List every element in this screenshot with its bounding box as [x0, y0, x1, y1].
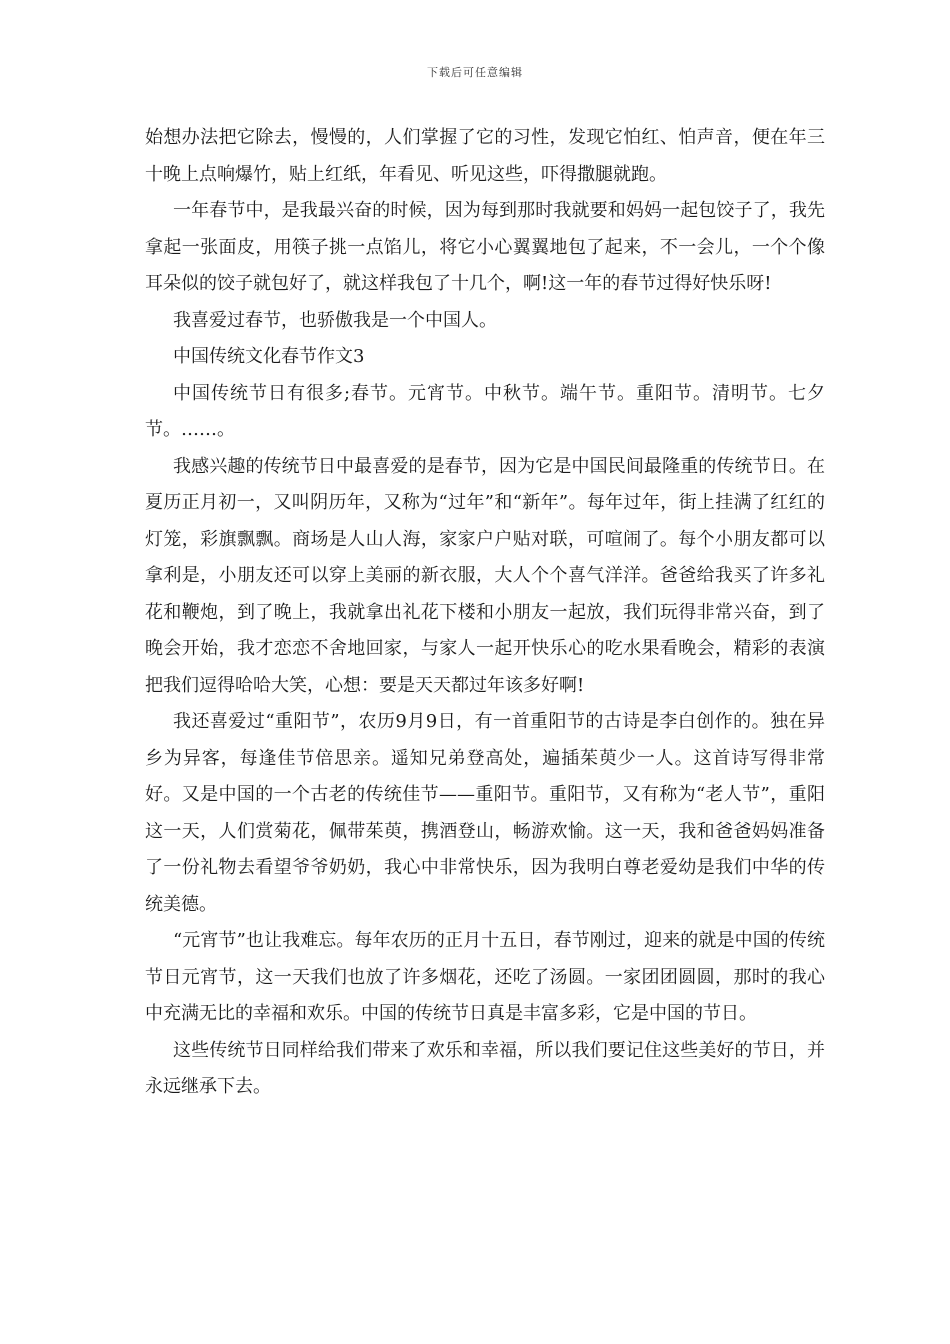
paragraph: 我还喜爱过“重阳节”，农历9月9日，有一首重阳节的古诗是李白创作的。独在异乡为异客，每逢佳节倍思亲。遥知兄弟登高处，遍插茱萸少一人。这首诗写得非常好。又是中国的一个古老的传统佳节——重阳节。重阳节，又有称为“老人节”，重阳这一天，人们赏菊花，佩带茱萸，携酒登山，畅游欢愉。这一天，我和爸爸妈妈准备了一份礼物去看望爷爷奶奶，我心中非常快乐，因为我明白尊老爱幼是我们中华的传统美德。 — [145, 711, 825, 915]
paragraph: 这些传统节日同样给我们带来了欢乐和幸福，所以我们要记住这些美好的节日，并永远继承下去。 — [145, 1039, 825, 1097]
section-title: 中国传统文化春节作文3 — [173, 346, 365, 367]
paragraph: 中国传统节日有很多;春节。元宵节。中秋节。端午节。重阳节。清明节。七夕节。……。 — [145, 382, 825, 440]
paragraph: 一年春节中，是我最兴奋的时候，因为每到那时我就要和妈妈一起包饺子了，我先拿起一张面皮，用筷子挑一点馅儿，将它小心翼翼地包了起来，不一会儿，一个个像耳朵似的饺子就包好了，就这样我包了十几个，啊!这一年的春节过得好快乐呀! — [145, 200, 825, 294]
paragraph: 始想办法把它除去，慢慢的，人们掌握了它的习性，发现它怕红、怕声音，便在年三十晚上点响爆竹，贴上红纸，年看见、听见这些，吓得撒腿就跑。 — [145, 127, 825, 185]
paragraph: “元宵节”也让我难忘。每年农历的正月十五日，春节刚过，迎来的就是中国的传统节日元宵节，这一天我们也放了许多烟花，还吃了汤圆。一家团团圆圆，那时的我心中充满无比的幸福和欢乐。中国的传统节日真是丰富多彩，它是中国的节日。 — [145, 930, 825, 1024]
document-body — [145, 120, 825, 1106]
paragraph: 我感兴趣的传统节日中最喜爱的是春节，因为它是中国民间最隆重的传统节日。在夏历正月初一，又叫阴历年，又称为“过年”和“新年”。每年过年，街上挂满了红红的灯笼，彩旗飘飘。商场是人山人海，家家户户贴对联，可喧闹了。每个小朋友都可以拿利是，小朋友还可以穿上美丽的新衣服，大人个个喜气洋洋。爸爸给我买了许多礼花和鞭炮，到了晚上，我就拿出礼花下楼和小朋友一起放，我们玩得非常兴奋，到了晚会开始，我才恋恋不舍地回家，与家人一起开快乐心的吃水果看晚会，精彩的表演把我们逗得哈哈大笑，心想：要是天天都过年该多好啊! — [145, 455, 825, 696]
page-header: 下载后可任意编辑 — [427, 66, 523, 79]
paragraph: 我喜爱过春节，也骄傲我是一个中国人。 — [173, 309, 497, 331]
